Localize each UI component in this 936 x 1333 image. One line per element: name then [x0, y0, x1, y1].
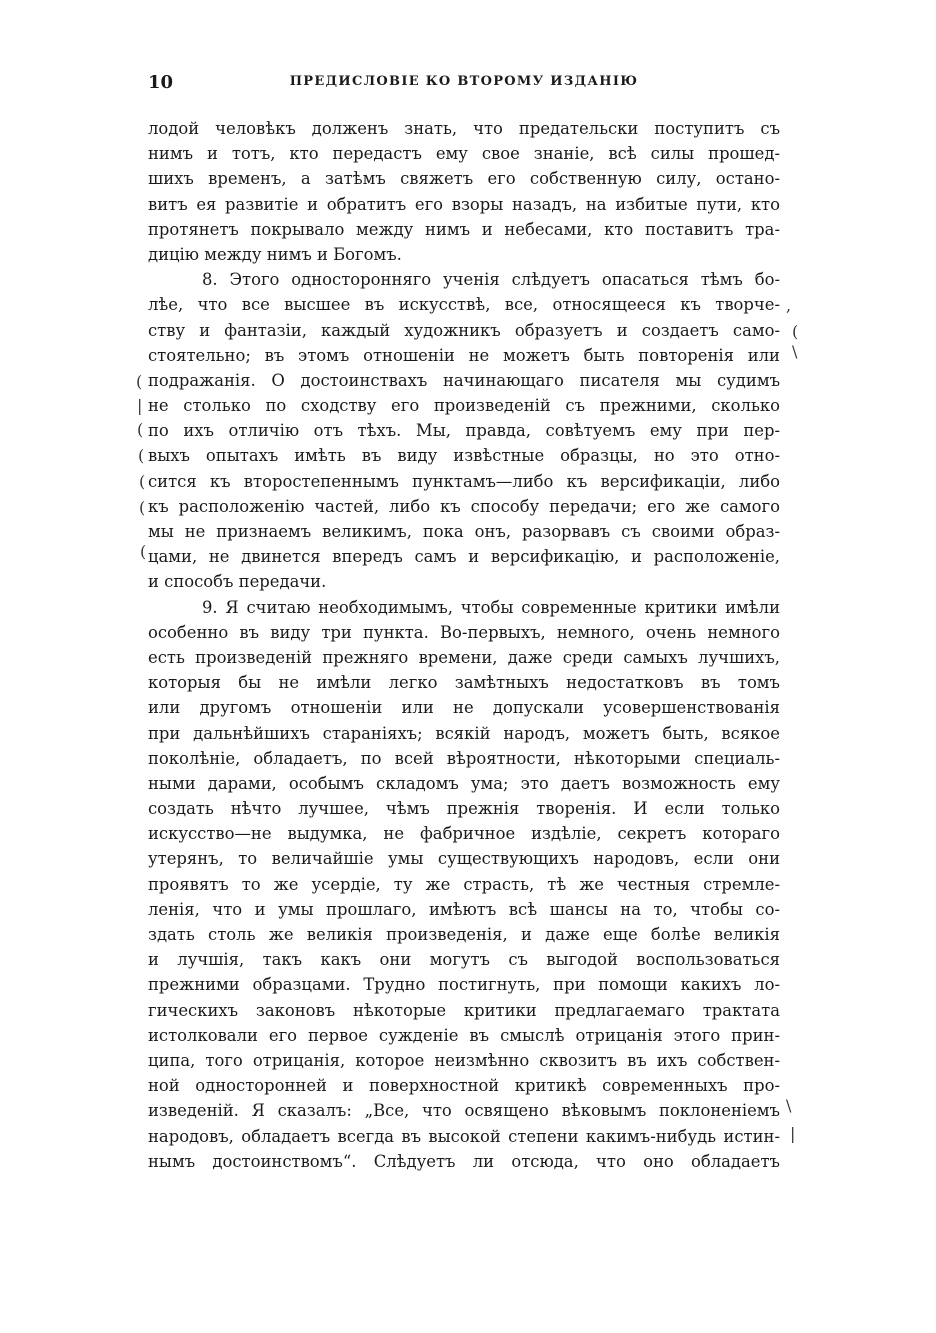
text-line: витъ ея развитіе и обратитъ его взоры назадъ, на избитые пути, кто [148, 194, 780, 214]
text-line: проявятъ то же усердіе, ту же страсть, тѣ же честныя стремле- [148, 874, 780, 894]
text-line: не столько по сходству его произведеній съ прежними, сколько [148, 396, 780, 416]
text-line: сится къ второстепеннымъ пунктамъ—либо къ версификаціи, либо [148, 471, 780, 491]
text-line: гическихъ законовъ нѣкоторые критики предлагаемаго трактата [148, 1000, 780, 1020]
page-number: 10 [148, 72, 174, 93]
text-line: при дальнѣйшихъ стараніяхъ; всякій народъ, можетъ быть, всякое [148, 723, 780, 743]
paragraph-start-line: 9. Я считаю необходимымъ, чтобы современные критики имѣли [202, 597, 780, 617]
text-line: которыя бы не имѣли легко замѣтныхъ недостатковъ въ томъ [148, 673, 780, 693]
margin-mark: ( [138, 446, 145, 465]
margin-mark: | [137, 396, 143, 415]
text-line: цами, не двинется впередъ самъ и версификацію, и расположеніе, [148, 547, 780, 567]
text-line: ству и фантазіи, каждый художникъ образуетъ и создаетъ само- [148, 320, 780, 340]
margin-mark: , [786, 296, 792, 315]
text-line: особенно въ виду три пункта. Во-первыхъ, немного, очень немного [148, 622, 780, 642]
text-line: утерянъ, то величайшіе умы существующихъ народовъ, если они [148, 849, 780, 869]
text-line: прежними образцами. Трудно постигнуть, при помощи какихъ ло- [148, 975, 780, 995]
margin-mark: ( [139, 498, 146, 517]
text-line: здать столь же великія произведенія, и даже еще болѣе великія [148, 925, 780, 944]
text-line: ципа, того отрицанія, которое неизмѣнно сквозитъ въ ихъ собствен- [148, 1050, 780, 1070]
text-line: истолковали его первое сужденіе въ смыслѣ отрицанія этого прин- [148, 1025, 780, 1045]
margin-mark: \ [792, 342, 798, 361]
body-text [148, 116, 780, 1174]
margin-mark: ( [140, 542, 147, 561]
text-line: дицію между нимъ и Богомъ. [148, 244, 402, 264]
page-header [148, 72, 780, 102]
text-line: выхъ опытахъ имѣть въ виду извѣстные образцы, но это отно- [148, 446, 780, 466]
margin-mark: ( [137, 420, 144, 439]
text-line: къ расположенію частей, либо къ способу передачи; его же самого [148, 496, 780, 516]
text-line: нимъ и тотъ, кто передастъ ему свое знаніе, всѣ силы прошед- [148, 144, 780, 164]
text-line: и способъ передачи. [148, 572, 327, 592]
text-line: изведеній. Я сказалъ: „Все, что освящено вѣковымъ поклоненіемъ [148, 1101, 780, 1121]
text-line: лѣе, что все высшее въ искусствѣ, все, относящееся къ творче- [148, 295, 780, 315]
margin-mark: ( [139, 472, 146, 491]
text-line: ленія, что и умы прошлаго, имѣютъ всѣ шансы на то, чтобы со- [148, 899, 780, 919]
text-line: или другомъ отношеніи или не допускали усовершенствованія [148, 698, 780, 718]
running-title: ПРЕДИСЛОВІЕ КО ВТОРОМУ ИЗДАНІЮ [289, 74, 639, 89]
text-line: нымъ достоинствомъ“. Слѣдуетъ ли отсюда, что оно обладаетъ [148, 1151, 780, 1171]
text-line: шихъ временъ, а затѣмъ свяжетъ его собственную силу, остано- [148, 169, 780, 189]
text-line: народовъ, обладаетъ всегда въ высокой степени какимъ-нибудь истин- [148, 1126, 780, 1146]
margin-mark: ( [136, 372, 143, 391]
margin-mark: \ [786, 1096, 792, 1115]
text-line: подражанія. О достоинствахъ начинающаго писателя мы судимъ [148, 370, 780, 390]
margin-mark: ( [792, 322, 799, 341]
text-line: ной односторонней и поверхностной критикѣ современныхъ про- [148, 1076, 780, 1096]
text-line: лодой человѣкъ долженъ знать, что предательски поступитъ съ [148, 119, 780, 138]
text-line: искусство—не выдумка, не фабричное издѣліе, секретъ котораго [148, 824, 780, 844]
text-line: поколѣніе, обладаетъ, по всей вѣроятности, нѣкоторыми специаль- [148, 748, 780, 768]
text-line: ными дарами, особымъ складомъ ума; это даетъ возможность ему [148, 773, 780, 793]
text-line: по ихъ отличію отъ тѣхъ. Мы, правда, совѣтуемъ ему при пер- [148, 421, 780, 441]
text-line: протянетъ покрывало между нимъ и небесами, кто поставитъ тра- [148, 219, 780, 239]
text-line: стоятельно; въ этомъ отношеніи не можетъ быть повторенія или [148, 345, 780, 365]
paragraph-start-line: 8. Этого односторонняго ученія слѣдуетъ опасаться тѣмъ бо- [202, 270, 780, 290]
text-line: мы не признаемъ великимъ, пока онъ, разорвавъ съ своими образ- [148, 522, 780, 541]
text-line: создать нѣчто лучшее, чѣмъ прежнія творенія. И если только [148, 799, 780, 819]
text-line: и лучшія, такъ какъ они могутъ съ выгодой воспользоваться [148, 950, 780, 970]
text-line: есть произведеній прежняго времени, даже среди самыхъ лучшихъ, [148, 647, 780, 667]
margin-mark: | [790, 1124, 796, 1143]
